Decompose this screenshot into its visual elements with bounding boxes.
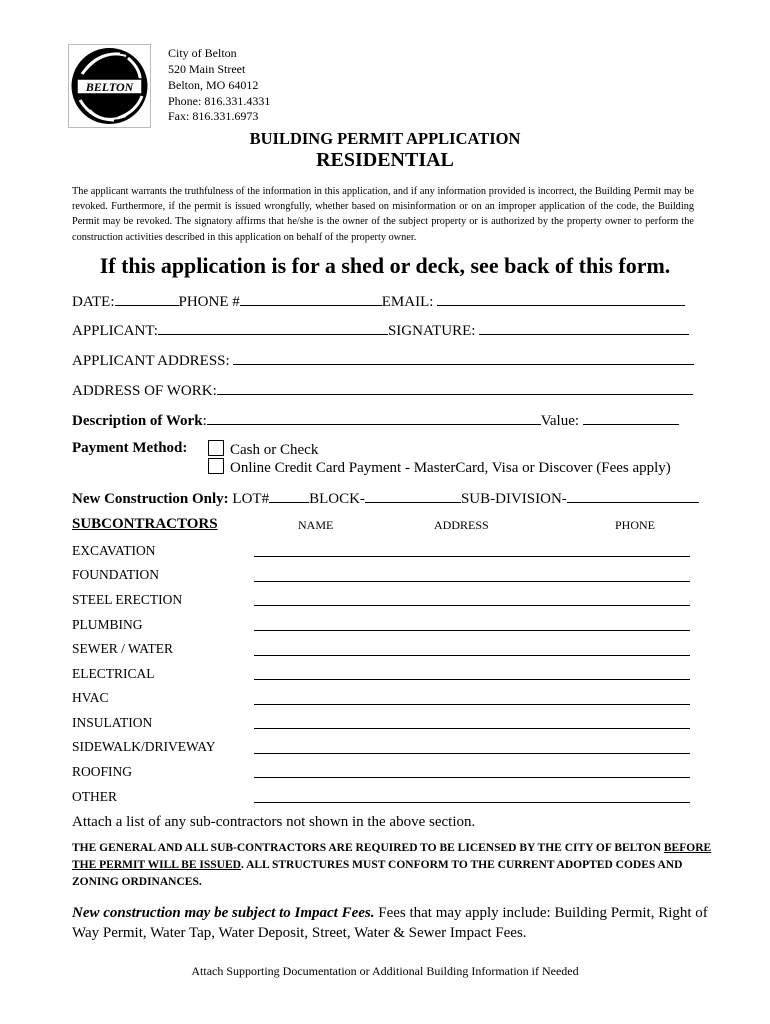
address-line: Belton, MO 64012 bbox=[168, 78, 259, 92]
trade-label: FOUNDATION bbox=[72, 567, 159, 582]
trade-entry-line[interactable] bbox=[254, 679, 690, 680]
intro-paragraph: The applicant warrants the truthfulness of the information in this application, and if any information provided is incorrect, the Building Permit may be revoked. Furthermore, if the permit is issued wrongfully, whether based on misinformation or on an improper application of the code, the Building Permit may be revoked. The signatory affirms that he/she is the owner of the subject property or is authorized by the property owner to perform the construction activities described in this application on behalf of the property owner. bbox=[72, 186, 694, 243]
licensing-notice bbox=[72, 840, 712, 891]
block-field[interactable] bbox=[365, 488, 461, 503]
licensing-notice-part2: . ALL STRUCTURES MUST CONFORM TO THE CURRENT ADOPTED CODES AND ZONING ORDINANCES. bbox=[72, 859, 683, 888]
applicant-address-field[interactable] bbox=[233, 350, 694, 365]
phone-label: PHONE # bbox=[178, 294, 240, 310]
applicant-label: APPLICANT: bbox=[72, 323, 158, 339]
impact-fees-note bbox=[72, 903, 712, 943]
card-checkbox[interactable] bbox=[208, 458, 224, 474]
subdivision-label: SUB-DIVISION- bbox=[460, 491, 567, 507]
work-address-row bbox=[72, 380, 693, 400]
date-label: DATE: bbox=[72, 294, 115, 310]
shed-deck-notice: If this application is for a shed or deck, see back of this form. bbox=[99, 253, 671, 278]
impact-fees-lead: New construction may be subject to Impact Fees. bbox=[72, 905, 375, 921]
email-field[interactable] bbox=[437, 291, 685, 306]
trade-label: SEWER / WATER bbox=[72, 641, 173, 656]
trade-label: ELECTRICAL bbox=[72, 666, 155, 681]
address-line: Phone: 816.331.4331 bbox=[168, 94, 271, 108]
licensing-notice-part1: THE GENERAL AND ALL SUB-CONTRACTORS ARE REQUIRED TO BE LICENSED BY THE CITY OF BELTON bbox=[72, 842, 664, 854]
trade-entry-line[interactable] bbox=[254, 728, 690, 729]
trade-entry-line[interactable] bbox=[254, 556, 690, 557]
subcontractors-heading: SUBCONTRACTORS bbox=[72, 516, 218, 532]
work-address-label: ADDRESS OF WORK: bbox=[72, 383, 217, 399]
trade-entry-line[interactable] bbox=[254, 630, 690, 631]
payment-option-card[interactable] bbox=[208, 458, 671, 477]
cash-checkbox[interactable] bbox=[208, 440, 224, 456]
card-label: Online Credit Card Payment - MasterCard, Visa or Discover (Fees apply) bbox=[230, 460, 671, 476]
description-row bbox=[72, 410, 679, 430]
description-label: Description of Work bbox=[72, 413, 203, 429]
attach-list-note: Attach a list of any sub-contractors not shown in the above section. bbox=[72, 814, 476, 830]
svg-text:BELTON: BELTON bbox=[85, 80, 134, 94]
applicant-row bbox=[72, 320, 689, 340]
work-address-field[interactable] bbox=[217, 380, 693, 395]
new-construction-label: New Construction Only: bbox=[72, 491, 229, 507]
trade-label: OTHER bbox=[72, 789, 117, 804]
trade-label: ROOFING bbox=[72, 764, 133, 779]
subdivision-field[interactable] bbox=[567, 488, 699, 503]
trade-entry-line[interactable] bbox=[254, 655, 690, 656]
payment-option-cash[interactable] bbox=[208, 440, 318, 459]
new-construction-row bbox=[72, 488, 699, 508]
trade-entry-line[interactable] bbox=[254, 605, 690, 606]
address-line: Fax: 816.331.6973 bbox=[168, 109, 259, 123]
phone-field[interactable] bbox=[240, 291, 382, 306]
trade-label: EXCAVATION bbox=[72, 543, 156, 558]
trade-entry-line[interactable] bbox=[254, 802, 690, 803]
city-of-belton-logo bbox=[68, 44, 151, 128]
block-label: BLOCK- bbox=[309, 491, 365, 507]
applicant-address-row bbox=[72, 350, 694, 370]
payment-label: Payment Method: bbox=[72, 440, 188, 456]
email-label: EMAIL: bbox=[381, 294, 434, 310]
address-line: City of Belton bbox=[168, 46, 237, 60]
lot-label: LOT# bbox=[232, 491, 270, 507]
trade-label: STEEL ERECTION bbox=[72, 592, 183, 607]
licensing-notice-underlined: BEFORE THE PERMIT WILL BE ISSUED bbox=[72, 842, 712, 871]
date-field[interactable] bbox=[115, 291, 179, 306]
signature-field[interactable] bbox=[479, 320, 689, 335]
column-header-name: NAME bbox=[298, 518, 334, 532]
trade-label: HVAC bbox=[72, 690, 109, 705]
trade-label: INSULATION bbox=[72, 715, 153, 730]
column-header-address: ADDRESS bbox=[434, 518, 489, 532]
address-line: 520 Main Street bbox=[168, 62, 246, 76]
description-field[interactable] bbox=[207, 410, 541, 425]
cash-label: Cash or Check bbox=[230, 442, 319, 458]
lot-field[interactable] bbox=[269, 488, 309, 503]
trade-label: PLUMBING bbox=[72, 617, 143, 632]
impact-fees-rest: Fees that may apply include: Building Permit, Right of Way Permit, Water Tap, Water Deposit, Street, Water & Sewer Impact Fees. bbox=[72, 905, 708, 941]
trade-label: SIDEWALK/DRIVEWAY bbox=[72, 739, 216, 754]
form-title: BUILDING PERMIT APPLICATION bbox=[249, 129, 521, 148]
form-subtitle: RESIDENTIAL bbox=[316, 149, 454, 171]
trade-entry-line[interactable] bbox=[254, 704, 690, 705]
description-colon: : bbox=[202, 413, 207, 429]
trade-entry-line[interactable] bbox=[254, 777, 690, 778]
value-field[interactable] bbox=[583, 410, 679, 425]
footer-note: Attach Supporting Documentation or Additional Building Information if Needed bbox=[191, 964, 579, 978]
trade-entry-line[interactable] bbox=[254, 581, 690, 582]
column-header-phone: PHONE bbox=[615, 518, 656, 532]
signature-label: SIGNATURE: bbox=[387, 323, 476, 339]
trade-entry-line[interactable] bbox=[254, 753, 690, 754]
contact-row bbox=[72, 291, 685, 311]
applicant-field[interactable] bbox=[158, 320, 388, 335]
value-label: Value: bbox=[540, 413, 580, 429]
applicant-address-label: APPLICANT ADDRESS: bbox=[72, 353, 230, 369]
